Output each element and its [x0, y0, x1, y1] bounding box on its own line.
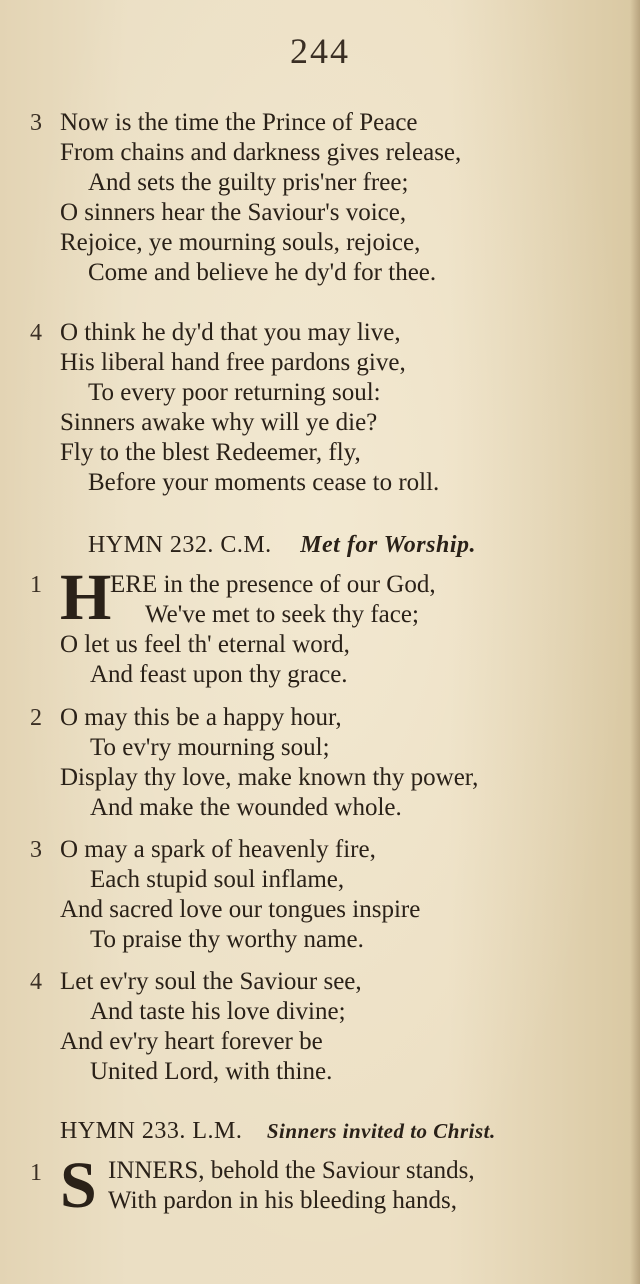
verse-line: Before your moments cease to roll.	[88, 469, 440, 496]
verse-line: Display thy love, make known thy power,	[60, 764, 479, 791]
verse-line: And ev'ry heart forever be	[60, 1028, 323, 1055]
verse-number: 1	[30, 1160, 42, 1186]
verse-line: O may this be a happy hour,	[60, 704, 342, 731]
verse-line: Fly to the blest Redeemer, fly,	[60, 439, 361, 466]
verse-line: O let us feel th' eternal word,	[60, 631, 350, 658]
verse-line: INNERS, behold the Saviour stands,	[108, 1157, 475, 1184]
verse-line: O may a spark of heavenly fire,	[60, 836, 376, 863]
verse-number: 1	[30, 572, 42, 598]
verse-line: Come and believe he dy'd for thee.	[88, 259, 437, 286]
verse-line: Sinners awake why will ye die?	[60, 409, 378, 436]
verse-line: Rejoice, ye mourning souls, rejoice,	[60, 229, 421, 256]
hymn-number: HYMN 233. L.M.	[60, 1118, 243, 1144]
hymn-heading	[88, 530, 476, 560]
verse-line: To praise thy worthy name.	[90, 926, 364, 953]
verse-number: 4	[30, 320, 42, 346]
verse-line: O sinners hear the Saviour's voice,	[60, 199, 407, 226]
verse-number: 3	[30, 837, 42, 863]
verse-line: We've met to seek thy face;	[145, 601, 419, 628]
verse-line: And sacred love our tongues inspire	[60, 896, 421, 923]
verse-line: Let ev'ry soul the Saviour see,	[60, 968, 362, 995]
hymn-number: HYMN 232. C.M.	[88, 532, 272, 558]
verse-number: 3	[30, 110, 42, 136]
page-edge-shadow	[630, 0, 640, 1284]
verse-line: His liberal hand free pardons give,	[60, 349, 406, 376]
verse-line: ERE in the presence of our God,	[110, 571, 436, 598]
verse-number: 2	[30, 705, 42, 731]
verse-line: From chains and darkness gives release,	[60, 139, 462, 166]
verse-line: And feast upon thy grace.	[90, 661, 348, 688]
verse-line: To every poor returning soul:	[88, 379, 381, 406]
verse-line: To ev'ry mourning soul;	[90, 734, 330, 761]
hymn-heading	[60, 1116, 496, 1146]
verse-line: Now is the time the Prince of Peace	[60, 109, 418, 136]
drop-cap: S	[60, 1149, 97, 1222]
verse-line: And sets the guilty pris'ner free;	[88, 169, 409, 196]
verse-line: And make the wounded whole.	[90, 794, 402, 821]
verse-line: And taste his love divine;	[90, 998, 346, 1025]
hymn-subject: Met for Worship.	[300, 532, 476, 558]
verse-number: 4	[30, 969, 42, 995]
verse-line: With pardon in his bleeding hands,	[108, 1187, 457, 1214]
drop-cap: H	[60, 561, 112, 634]
verse-line: Each stupid soul inflame,	[90, 866, 345, 893]
verse-line: O think he dy'd that you may live,	[60, 319, 401, 346]
hymn-subject: Sinners invited to Christ.	[266, 1119, 496, 1143]
page-number: 244	[290, 31, 350, 71]
verse-line: United Lord, with thine.	[90, 1058, 333, 1085]
